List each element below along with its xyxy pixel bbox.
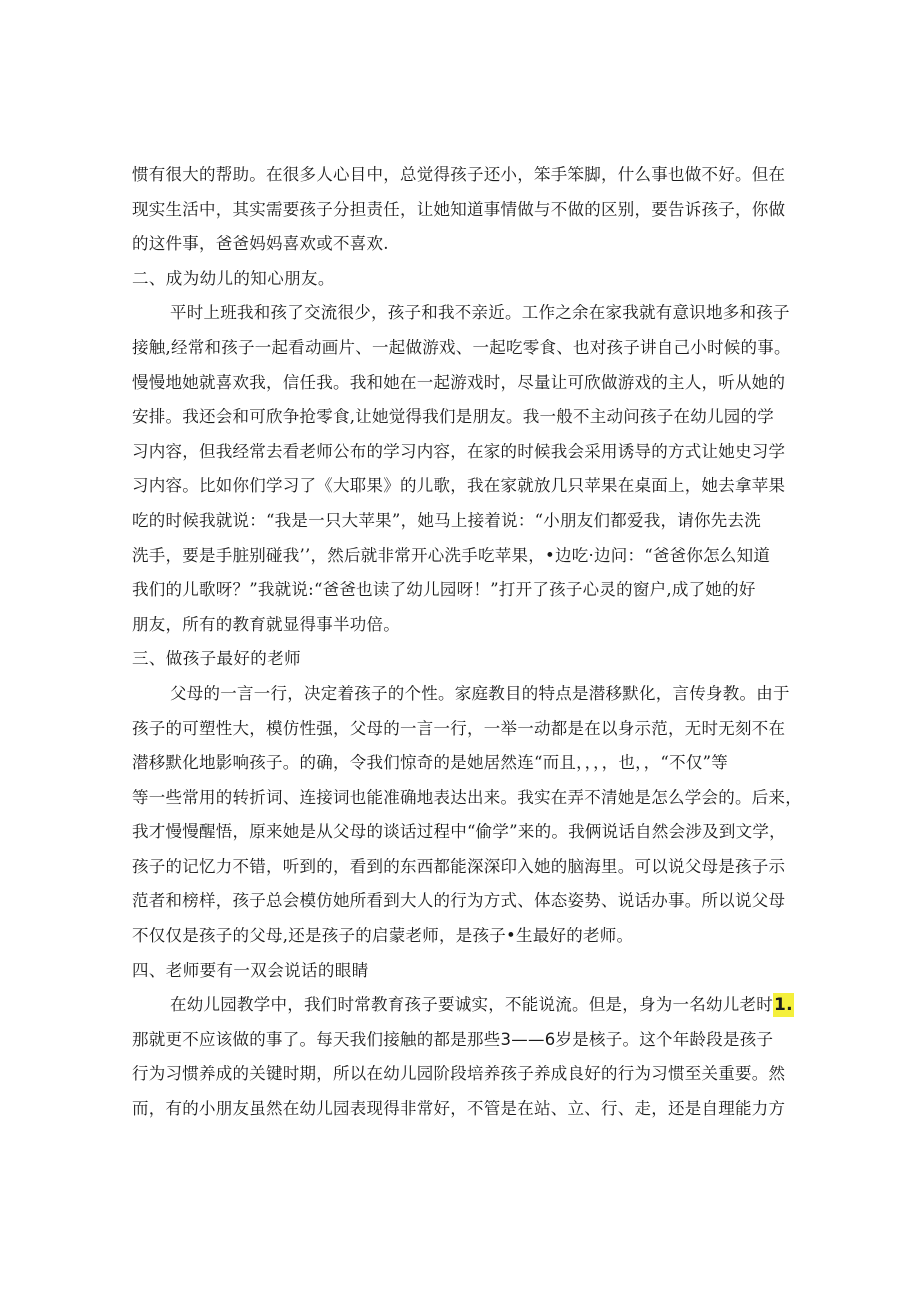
paragraph-line: 潜移默化地影响孩子。的确，令我们惊奇的是她居然连“而且，，，，也，，“不仅”等: [132, 753, 729, 773]
section-heading: 三、做孩子最好的老师: [132, 649, 301, 669]
body-text: [132, 158, 802, 1127]
paragraph-line: 现实生活中，其实需要孩子分担责任，让她知道事情做与不做的区别，要告诉孩子，你做: [132, 199, 786, 219]
paragraph-text: 岁是核子。这个年龄段是孩子: [555, 1029, 774, 1049]
paragraph-line: 不仅仅是孩子的父母,还是孩子的启蒙老师，是孩子•生最好的老师。: [132, 926, 634, 946]
paragraph-line: 范者和榜样，孩子总会模仿她所看到大人的行为方式、体态姿势、说话办事。所以说父母: [132, 891, 786, 911]
paragraph-line: 慢慢地她就喜欢我，信任我。我和她在一起游戏时，尽量让可欣做游戏的主人，听从她的: [132, 372, 786, 392]
section-heading: 二、成为幼儿的知心朋友。: [132, 268, 335, 288]
paragraph-line: 朋友，所有的教育就显得事半功倍。: [132, 614, 400, 634]
paragraph-line: 孩子的可塑性大，模仿性强，父母的一言一行，一举一动都是在以身示范，无时无刻不在: [132, 718, 786, 738]
paragraph-line: [132, 988, 792, 1023]
paragraph-line: 我们的儿歌呀？”我就说:“爸爸也读了幼儿园呀！”打开了孩子心灵的窗户,成了她的好: [132, 580, 756, 600]
paragraph-line: [132, 1023, 792, 1058]
paragraph-line: 而，有的小朋友虽然在幼儿园表现得非常好，不管是在站、立、行、走，还是自理能力方: [132, 1099, 786, 1119]
paragraph-line: 惯有很大的帮助。在很多人心目中，总觉得孩子还小，笨手笨脚，什么事也做不好。但在: [132, 165, 786, 184]
paragraph-line: 接触,经常和孩子一起看动画片、一起做游戏、一起吃零食、也对孩子讲自己小时候的事。: [132, 337, 791, 357]
paragraph-line: 我才慢慢醒悟，原来她是从父母的谈话过程中“偷学”来的。我俩说话自然会涉及到文学，: [132, 822, 786, 842]
paragraph-line: 习内容。比如你们学习了《大耶果》的儿歌，我在家就放几只苹果在桌面上，她去拿苹果: [132, 476, 786, 496]
paragraph-line: 习内容，但我经常去看老师公布的学习内容，在家的时候我会采用诱导的方式让她史习学: [132, 441, 786, 461]
paragraph-line: 父母的一言一行，决定着孩子的个性。家庭教目的特点是潜移默化，言传身教。由于: [170, 683, 790, 703]
paragraph-line: 孩子的记忆力不错，听到的，看到的东西都能深深印入她的脑海里。可以说父母是孩子示: [132, 856, 786, 876]
paragraph-line: 的这件事，爸爸妈妈喜欢或不喜欢.: [132, 234, 389, 254]
section-heading: 四、老师要有一双会说话的眼睛: [132, 960, 369, 980]
paragraph-line: 行为习惯养成的关键时期，所以在幼儿园阶段培养孩子养成良好的行为习惯至关重要。然: [132, 1064, 786, 1084]
highlight-mark: 1.: [774, 995, 793, 1016]
age-range: 3——6: [500, 1029, 556, 1049]
paragraph-line: 洗手，要是手脏别碰我’’，然后就非常开心洗手吃苹果，•边吃·边问：“爸爸你怎么知道: [132, 545, 771, 565]
paragraph-line: 等一些常用的转折词、连接词也能准确地表达出来。我实在弄不清她是怎么学会的。后来，: [132, 787, 802, 807]
paragraph-line: 平时上班我和孩了交流很少，孩子和我不亲近。工作之余在家我就有意识地多和孩子: [170, 303, 790, 323]
paragraph-text: 那就更不应该做的事了。每天我们接触的都是那些: [132, 1029, 501, 1049]
paragraph-line: 安排。我还会和可欣争抢零食,让她觉得我们是朋友。我一般不主动问孩子在幼儿园的学: [132, 407, 774, 427]
paragraph-line: 吃的时候我就说：“我是一只大苹果”，她马上接着说：“小朋友们都爱我，请你先去洗: [132, 510, 762, 530]
paragraph-text: 在幼儿园教学中，我们时常教育孩子要诚实，不能说流。但是，身为一名幼儿老时: [170, 995, 773, 1015]
